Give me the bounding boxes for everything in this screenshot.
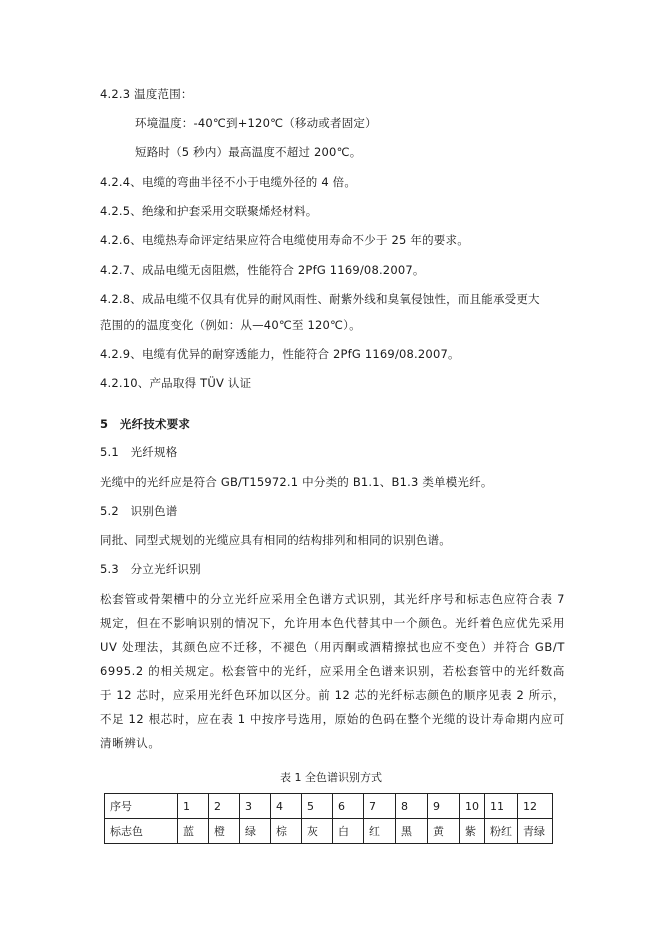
clause-4-2-9: 4.2.9、电缆有优异的耐穿透能力，性能符合 2PfG 1169/08.2007。 bbox=[100, 347, 460, 361]
clause-4-2-8: 4.2.8、成品电缆不仅具有优异的耐风雨性、耐紫外线和臭氧侵蚀性，而且能承受更大 bbox=[100, 292, 540, 306]
section-5-3-heading: 5.3 分立光纤识别 bbox=[100, 562, 201, 576]
table-cell: 5 bbox=[302, 794, 333, 819]
clause-4-2-6: 4.2.6、电缆热寿命评定结果应符合电缆使用寿命不少于 25 年的要求。 bbox=[100, 233, 469, 247]
table-cell: 3 bbox=[240, 794, 271, 819]
table-cell: 黄 bbox=[428, 819, 460, 844]
table-cell: 黑 bbox=[396, 819, 428, 844]
table-cell: 青绿 bbox=[518, 819, 553, 844]
table-cell: 绿 bbox=[240, 819, 271, 844]
table-cell: 2 bbox=[209, 794, 240, 819]
table-cell: 9 bbox=[428, 794, 460, 819]
section-5-2-heading: 5.2 识别色谱 bbox=[100, 504, 178, 518]
table-cell: 灰 bbox=[302, 819, 333, 844]
table-cell: 红 bbox=[364, 819, 396, 844]
table-cell: 粉红 bbox=[485, 819, 518, 844]
clause-4-2-7: 4.2.7、成品电缆无卤阻燃，性能符合 2PfG 1169/08.2007。 bbox=[100, 263, 425, 277]
table-caption: 表 1 全色谱识别方式 bbox=[280, 771, 382, 784]
table-cell: 4 bbox=[271, 794, 302, 819]
clause-4-2-5: 4.2.5、绝缘和护套采用交联聚烯烃材料。 bbox=[100, 204, 318, 218]
table-cell: 棕 bbox=[271, 819, 302, 844]
clause-4-2-4: 4.2.4、电缆的弯曲半径不小于电缆外径的 4 倍。 bbox=[100, 175, 357, 189]
table-cell: 6 bbox=[333, 794, 364, 819]
table-cell: 橙 bbox=[209, 819, 240, 844]
section-5-1-heading: 5.1 光纤规格 bbox=[100, 445, 178, 459]
section-5-3-paragraph: 松套管或骨架槽中的分立光纤应采用全色谱方式识别，其光纤序号和标志色应符合表 7 规定，但在不影响识别的情况下，允许用本色代替其中一个颜色。光纤着色应优先采用 UV 处理法，其颜色应不迁移，不褪色（用丙酮或酒精擦拭也应不变色）并符合 GB/T 6995.2 的相关规定。松套管中的光纤，应采用全色谱来识别，若松套管中的光纤数高于 12 芯时，应采用光纤色环加以区分。前 12 芯的光纤标志颜色的顺序见表 2 所示，不足 12 根芯时，应在表 1 中按序号选用，原始的色码在整个光缆的设计寿命期内应可清晰辨认。 bbox=[100, 592, 565, 750]
row-header-color: 标志色 bbox=[105, 819, 178, 844]
table-cell: 10 bbox=[460, 794, 485, 819]
table-cell: 12 bbox=[518, 794, 553, 819]
clause-4-2-10: 4.2.10、产品取得 TÜV 认证 bbox=[100, 376, 252, 390]
table-cell: 8 bbox=[396, 794, 428, 819]
table-cell: 白 bbox=[333, 819, 364, 844]
color-spectrum-table bbox=[104, 793, 553, 844]
table-row bbox=[105, 819, 553, 844]
clause-4-2-3: 4.2.3 温度范围： bbox=[100, 87, 193, 101]
table-cell: 1 bbox=[178, 794, 209, 819]
short-circuit-temperature: 短路时（5 秒内）最高温度不超过 200℃。 bbox=[135, 145, 362, 159]
table-row bbox=[105, 794, 553, 819]
table-cell: 蓝 bbox=[178, 819, 209, 844]
section-5-heading: 5 光纤技术要求 bbox=[100, 417, 191, 431]
clause-4-2-8-cont: 范围的的温度变化（例如：从—40℃至 120℃）。 bbox=[100, 318, 361, 332]
table-cell: 11 bbox=[485, 794, 518, 819]
row-header-number: 序号 bbox=[105, 794, 178, 819]
section-5-1-text: 光缆中的光纤应是符合 GB/T15972.1 中分类的 B1.1、B1.3 类单模光纤。 bbox=[100, 475, 493, 489]
section-5-2-text: 同批、同型式规划的光缆应具有相同的结构排列和相同的识别色谱。 bbox=[100, 533, 451, 547]
table-cell: 紫 bbox=[460, 819, 485, 844]
ambient-temperature: 环境温度：-40℃到+120℃（移动或者固定） bbox=[135, 116, 377, 130]
table-cell: 7 bbox=[364, 794, 396, 819]
